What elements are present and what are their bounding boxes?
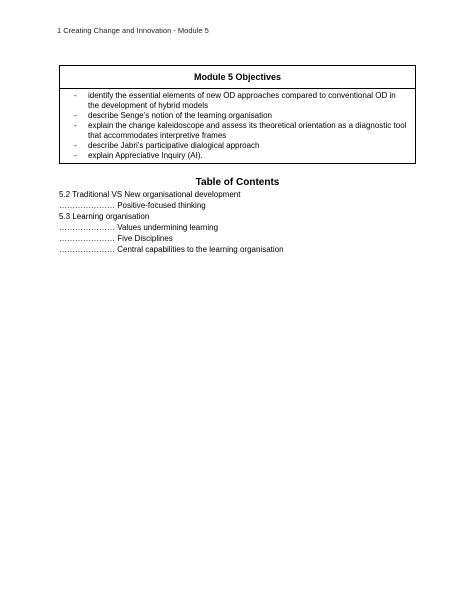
toc-entry: ………………… Positive-focused thinking: [59, 201, 206, 210]
bullet-dash: -: [74, 121, 77, 130]
objective-item: [60, 111, 415, 121]
toc-entry: ………………… Five Disciplines: [59, 234, 173, 243]
toc-entry: ………………… Central capabilities to the learning organisation: [59, 245, 284, 254]
page-header: 1 Creating Change and Innovation - Module 5: [57, 26, 209, 35]
objectives-list: [60, 89, 415, 163]
toc-entry: 5.3 Learning organisation: [59, 212, 150, 221]
objective-text: explain Appreciative Inquiry (AI).: [88, 151, 203, 160]
toc-entry: ………………… Values undermining learning: [59, 223, 219, 232]
objective-item: [60, 141, 415, 151]
toc-title: Table of Contents: [195, 177, 280, 188]
objectives-box: [59, 65, 416, 164]
objective-item: [60, 91, 415, 111]
objectives-title: Module 5 Objectives: [60, 66, 415, 89]
objective-text: describe Jabri’s participative dialogical approach: [88, 141, 260, 150]
objective-text: identify the essential elements of new OD approaches compared to conventional OD in the development of hybrid models: [88, 91, 396, 110]
objective-text: describe Senge’s notion of the learning organisation: [88, 111, 272, 120]
objective-text: explain the change kaleidoscope and assess its theoretical orientation as a diagnostic tool that accommodates interpretive frames: [88, 121, 407, 140]
table-of-contents: [59, 189, 419, 255]
bullet-dash: -: [74, 151, 77, 160]
bullet-dash: -: [74, 141, 77, 150]
bullet-dash: -: [74, 91, 77, 100]
objective-item: [60, 121, 415, 141]
bullet-dash: -: [74, 111, 77, 120]
toc-entry: 5.2 Traditional VS New organisational development: [59, 190, 241, 199]
objective-item: [60, 151, 415, 161]
